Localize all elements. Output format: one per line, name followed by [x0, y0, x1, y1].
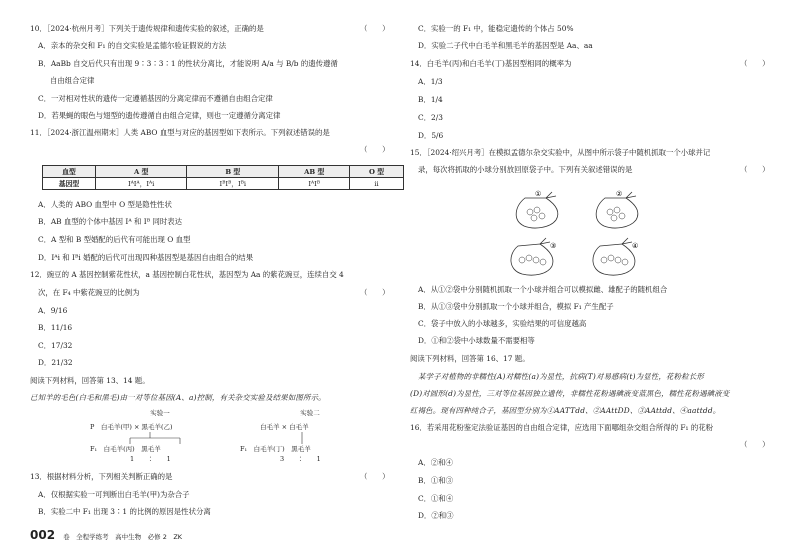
q15-option-d: D．①和②袋中小球数量不需要相等 [418, 336, 535, 345]
q16-option-b: B．①和③ [418, 476, 453, 485]
material-2-line-3: 红褐色。现有四种纯合子，基因型分别为①AATTdd、②AAttDD、③AAttdd、④aattdd。 [410, 406, 721, 415]
abo-table-header [43, 166, 404, 178]
q13-option-b: B．实验二中 F₁ 出现 3∶1 的比例的原因是性状分离 [38, 507, 211, 516]
table-cell: AB 型 [279, 166, 350, 178]
q14-option-a: A．1/3 [418, 77, 443, 86]
table-cell: ii [350, 178, 404, 190]
bag-2-label: ② [616, 190, 623, 198]
q10-stem: 10．［2024·杭州月考］下列关于遗传规律和遗传实验的叙述，正确的是 [30, 24, 264, 33]
q13-paren: （ ） [360, 472, 390, 481]
q15-option-b: B．从①③袋中分别抓取一个小球并组合，模拟 F₁ 产生配子 [418, 302, 614, 311]
table-cell: 血型 [43, 166, 96, 178]
experiment-2-title: 实验二 [300, 409, 320, 417]
footer-text: 卷 全程学练考 高中生物 必修 2 ZK [63, 533, 183, 541]
q13-option-c: C．实验一的 F₁ 中，能稳定遗传的个体占 50% [418, 24, 574, 33]
q15-stem: 15．［2024·绍兴月考］在模拟孟德尔杂交实验中，从图中所示袋子中随机抓取一个小球并记 [410, 148, 711, 157]
q12-option-c: C．17/32 [38, 341, 73, 350]
table-cell: 基因型 [43, 178, 96, 190]
q11-option-d: D．Iᴬi 和 Iᴮi 婚配的后代可出现四种基因型是基因自由组合的结果 [38, 253, 254, 262]
table-cell: IᴮIᴮ，Iᴮi [187, 178, 279, 190]
experiment-2-parents: 白毛羊 × 白毛羊 [260, 423, 309, 431]
bag-4 [593, 238, 635, 275]
experiment-1-ratio: 1 ∶ 1 [130, 455, 171, 463]
experiment-1-parents: P 白毛羊(甲) × 黑毛羊(乙) [90, 423, 173, 431]
material-2-line-2: (D)对圆形(d)为显性，三对等位基因独立遗传，非糯性花粉遇碘液变蓝黑色，糯性花粉遇碘液变 [410, 389, 730, 398]
q12-paren: （ ） [360, 288, 390, 297]
experiment-2-offspring: F₁ 白毛羊(丁) 黑毛羊 [240, 445, 311, 453]
experiment-1-title: 实验一 [150, 409, 170, 417]
q13-option-d: D．实验二子代中白毛羊和黑毛羊的基因型是 Aa、aa [418, 41, 593, 50]
bag-3 [511, 238, 553, 275]
abo-table [42, 165, 404, 190]
page-number: 002 [30, 528, 56, 542]
q14-option-c: C．2/3 [418, 113, 443, 122]
q10-option-d: D．若果蝇的眼色与翅型的遗传遵循自由组合定律，则也一定遵循分离定律 [38, 111, 281, 120]
q10-option-b-cont: 自由组合定律 [50, 76, 95, 85]
q10-option-a: A．亲本的杂交和 F₁ 的自交实验是孟德尔验证假说的方法 [38, 41, 227, 50]
q12-option-a: A．9/16 [38, 306, 68, 315]
q16-option-d: D．②和③ [418, 511, 454, 520]
q12-stem: 12．豌豆的 A 基因控制紫花性状，a 基因控制白花性状，基因型为 Aa 的紫花豌豆，连续自交 4 [30, 270, 344, 279]
q10-option-c: C．一对相对性状的遗传一定遵循基因的分离定律而不遵循自由组合定律 [38, 94, 273, 103]
bag-4-label: ④ [632, 242, 639, 250]
ball-bags-illustration [500, 188, 670, 278]
q13-stem: 13．根据材料分析，下列相关判断正确的是 [30, 472, 173, 481]
table-cell: O 型 [350, 166, 404, 178]
q16-stem: 16．若采用花粉鉴定法验证基因的自由组合定律，应选用下面哪组杂交组合所得的 F₁ 的花粉 [410, 423, 714, 432]
q14-paren: （ ） [740, 59, 770, 68]
q11-option-a: A．人类的 ABO 血型中 O 型是隐性性状 [38, 200, 172, 209]
reading-instruction-2: 阅读下列材料，回答第 16、17 题。 [410, 354, 530, 363]
q15-option-c: C．袋子中放入的小球越多，实验结果的可信度越高 [418, 319, 587, 328]
q14-option-d: D．5/6 [418, 131, 444, 140]
table-cell: IᴬIᴮ [279, 178, 350, 190]
q11-option-b: B．AB 血型的个体中基因 Iᴬ 和 Iᴮ 同时表达 [38, 217, 183, 226]
q15-paren: （ ） [740, 165, 770, 174]
table-cell: IᴬIᴬ，Iᴬi [96, 178, 187, 190]
experiment-1-offspring: F₁ 白毛羊(丙) 黑毛羊 [90, 445, 161, 453]
experiment-2-ratio: 3 ∶ 1 [280, 455, 321, 463]
q16-paren: （ ） [740, 440, 770, 449]
q13-option-a: A．仅根据实验一可判断出白毛羊(甲)为杂合子 [38, 490, 190, 499]
q11-option-c: C．A 型和 B 型婚配的后代有可能出现 O 血型 [38, 235, 191, 244]
q16-option-a: A．②和④ [418, 458, 453, 467]
q11-paren: （ ） [360, 145, 390, 154]
cross-lines [240, 432, 380, 444]
bag-3-label: ③ [550, 242, 557, 250]
abo-table-row [43, 178, 404, 190]
reading-instruction-1: 阅读下列材料，回答第 13、14 题。 [30, 376, 150, 385]
bag-1-label: ① [535, 190, 542, 198]
q11-stem: 11．［2024·浙江温州期末］人类 ABO 血型与对应的基因型如下表所示。下列叙述错误的是 [30, 128, 330, 137]
material-2-line-1: 某学子对植物的非糯性(A)对糯性(a)为显性，抗病(T)对易感病(t)为显性，花粉粒长形 [418, 372, 705, 381]
experiment-1-diagram [90, 408, 230, 464]
table-cell: A 型 [96, 166, 187, 178]
q12-stem-cont: 次，在 F₄ 中紫花豌豆的比例为 [38, 288, 140, 297]
experiment-2-diagram [240, 408, 380, 464]
cross-lines [90, 432, 230, 444]
q10-option-b: B．AaBb 自交后代只有出现 9∶3∶3∶1 的性状分离比，才能说明 A/a 与 B/b 的遗传遵循 [38, 59, 338, 68]
material-1: 已知羊的毛色(白毛和黑毛)由一对等位基因(A、a)控制，有关杂交实验及结果如图所示。 [30, 393, 326, 402]
q12-option-b: B．11/16 [38, 323, 73, 332]
q15-option-a: A．从①②袋中分别随机抓取一个小球并组合可以模拟雌、雄配子的随机组合 [418, 285, 668, 294]
table-cell: B 型 [187, 166, 279, 178]
q12-option-d: D．21/32 [38, 358, 73, 367]
q14-stem: 14．白毛羊(丙)和白毛羊(丁)基因型相同的概率为 [410, 59, 572, 68]
q10-paren: （ ） [360, 24, 390, 33]
q15-stem-cont: 录，每次将抓取的小球分别放回原袋子中。下列有关叙述错误的是 [418, 165, 633, 174]
q16-option-c: C．①和④ [418, 494, 454, 503]
q14-option-b: B．1/4 [418, 95, 443, 104]
page-footer [30, 528, 182, 542]
